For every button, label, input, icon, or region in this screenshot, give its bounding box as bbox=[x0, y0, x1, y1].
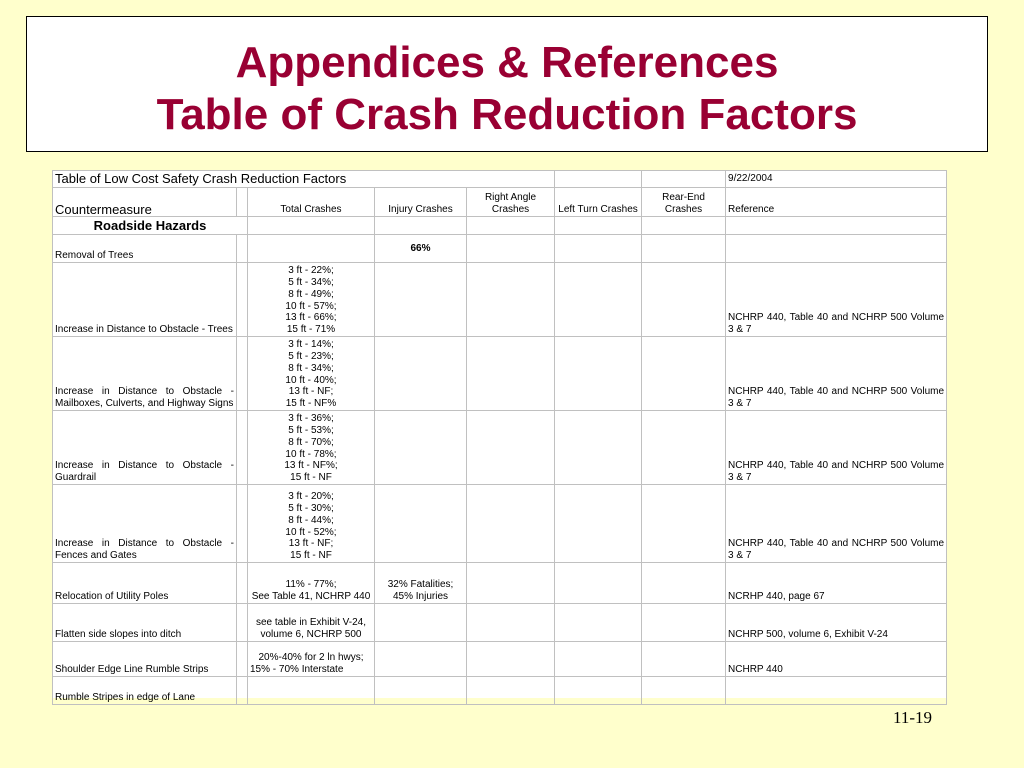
header-rear-end-crashes: Rear-End Crashes bbox=[642, 188, 726, 217]
cell-total-crashes bbox=[248, 235, 375, 263]
table-row bbox=[53, 485, 947, 563]
cell-reference: NCHRP 440, Table 40 and NCHRP 500 Volume 3 & 7 bbox=[726, 263, 947, 337]
spreadsheet-area bbox=[52, 170, 946, 704]
header-left-turn-crashes: Left Turn Crashes bbox=[555, 188, 642, 217]
cell-countermeasure: Relocation of Utility Poles bbox=[53, 563, 237, 604]
cell-injury-crashes bbox=[375, 604, 467, 642]
crash-reduction-table bbox=[52, 170, 947, 705]
table-row bbox=[53, 263, 947, 337]
cell-countermeasure: Flatten side slopes into ditch bbox=[53, 604, 237, 642]
cell-total-crashes bbox=[248, 677, 375, 705]
cell-reference: NCHRP 440, Table 40 and NCHRP 500 Volume 3 & 7 bbox=[726, 411, 947, 485]
header-right-angle-crashes: Right Angle Crashes bbox=[467, 188, 555, 217]
cell-countermeasure: Rumble Stripes in edge of Lane bbox=[53, 677, 237, 705]
cell-injury-crashes: 32% Fatalities; 45% Injuries bbox=[375, 563, 467, 604]
cell-total-crashes: 3 ft - 20%; 5 ft - 30%; 8 ft - 44%; 10 ft - 52%; 13 ft - NF; 15 ft - NF bbox=[248, 485, 375, 563]
header-row bbox=[53, 188, 947, 217]
cell-reference bbox=[726, 235, 947, 263]
cell-total-crashes: 3 ft - 36%; 5 ft - 53%; 8 ft - 70%; 10 ft - 78%; 13 ft - NF%; 15 ft - NF bbox=[248, 411, 375, 485]
cell-total-crashes: 20%-40% for 2 ln hwys; 15% - 70% Interstate bbox=[250, 652, 364, 676]
header-reference: Reference bbox=[726, 188, 947, 217]
header-countermeasure: Countermeasure bbox=[53, 188, 237, 217]
cell-injury-crashes bbox=[375, 485, 467, 563]
table-row bbox=[53, 235, 947, 263]
table-row bbox=[53, 604, 947, 642]
cell-countermeasure: Removal of Trees bbox=[53, 235, 237, 263]
cell-countermeasure: Increase in Distance to Obstacle - Trees bbox=[53, 263, 237, 337]
table-row bbox=[53, 642, 947, 677]
header-injury-crashes: Injury Crashes bbox=[375, 188, 467, 217]
slide-number: 11-19 bbox=[893, 708, 933, 727]
cell-reference bbox=[726, 677, 947, 705]
table-row bbox=[53, 677, 947, 705]
cell-injury-crashes bbox=[375, 337, 467, 411]
slide-title-line-2: Table of Crash Reduction Factors bbox=[156, 90, 858, 139]
cell-injury-crashes bbox=[375, 263, 467, 337]
cell-reference: NCHRP 500, volume 6, Exhibit V-24 bbox=[726, 604, 947, 642]
table-title: Table of Low Cost Safety Crash Reduction Factors bbox=[53, 171, 555, 188]
cell-injury-crashes bbox=[375, 677, 467, 705]
section-row bbox=[53, 217, 947, 235]
header-total-crashes: Total Crashes bbox=[248, 188, 375, 217]
cell-countermeasure: Increase in Distance to Obstacle - Mailboxes, Culverts, and Highway Signs bbox=[53, 337, 237, 411]
table-date: 9/22/2004 bbox=[726, 171, 947, 188]
cell-countermeasure: Increase in Distance to Obstacle - Guardrail bbox=[53, 411, 237, 485]
cell-reference: NCHRP 440, Table 40 and NCHRP 500 Volume 3 & 7 bbox=[726, 337, 947, 411]
table-row bbox=[53, 337, 947, 411]
cell-injury-crashes: 66% bbox=[375, 235, 467, 263]
cell-countermeasure: Shoulder Edge Line Rumble Strips bbox=[53, 642, 237, 677]
table-row bbox=[53, 563, 947, 604]
cell-reference: NCHRP 440 bbox=[726, 642, 947, 677]
slide-title-line-1: Appendices & References bbox=[235, 38, 779, 87]
cell-total-crashes: 3 ft - 22%; 5 ft - 34%; 8 ft - 49%; 10 ft - 57%; 13 ft - 66%; 15 ft - 71% bbox=[248, 263, 375, 337]
cell-injury-crashes bbox=[375, 411, 467, 485]
cell-countermeasure: Increase in Distance to Obstacle - Fences and Gates bbox=[53, 485, 237, 563]
cell-reference: NCHRP 440, Table 40 and NCHRP 500 Volume 3 & 7 bbox=[726, 485, 947, 563]
cell-injury-crashes bbox=[375, 642, 467, 677]
cell-total-crashes: 11% - 77%; See Table 41, NCHRP 440 bbox=[248, 563, 375, 604]
slide-title-box bbox=[26, 16, 988, 152]
cell-reference: NCRHP 440, page 67 bbox=[726, 563, 947, 604]
cell-total-crashes: see table in Exhibit V-24, volume 6, NCHRP 500 bbox=[248, 604, 375, 642]
section-label: Roadside Hazards bbox=[53, 217, 248, 235]
table-title-row bbox=[53, 171, 947, 188]
table-row bbox=[53, 411, 947, 485]
cell-total-crashes: 3 ft - 14%; 5 ft - 23%; 8 ft - 34%; 10 ft - 40%; 13 ft - NF; 15 ft - NF% bbox=[248, 337, 375, 411]
